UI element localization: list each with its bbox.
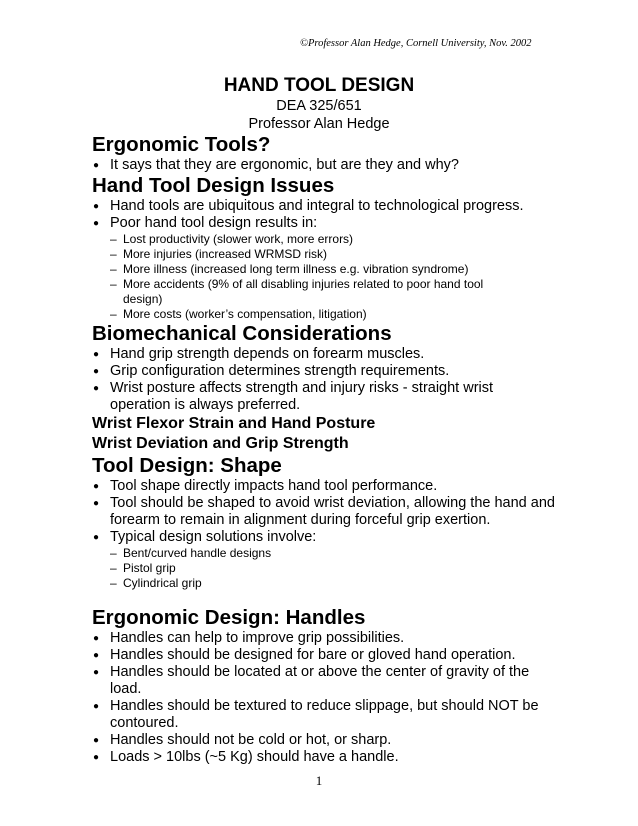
dash-icon: – [110, 576, 117, 590]
sub-list-item: – Lost productivity (slower work, more errors) [110, 232, 354, 246]
dash-icon: – [110, 247, 117, 261]
subheading-wrist-deviation: Wrist Deviation and Grip Strength [92, 435, 349, 452]
bullet-icon: ● [93, 366, 100, 377]
section-heading-hand-tool-issues: Hand Tool Design Issues [92, 174, 335, 197]
list-item: ● Grip configuration determines strength requirements. [93, 363, 450, 379]
list-item: ● Hand grip strength depends on forearm muscles. [93, 346, 425, 362]
dash-icon: – [110, 232, 117, 246]
sub-list-item: – Bent/curved handle designs [110, 546, 272, 560]
bullet-icon: ● [93, 735, 100, 746]
document-title: HAND TOOL DESIGN [223, 75, 415, 96]
bullet-list [92, 478, 562, 546]
bullet-icon: ● [93, 201, 100, 212]
section-heading-shape: Tool Design: Shape [92, 454, 282, 477]
bullet-list [92, 346, 562, 414]
bullet-icon: ● [93, 633, 100, 644]
bullet-list [92, 198, 562, 232]
sub-list-item: – Cylindrical grip [110, 576, 202, 590]
bullet-icon: ● [93, 481, 100, 492]
dash-icon: – [110, 307, 117, 321]
sub-list-item: – More injuries (increased WRMSD risk) [110, 247, 328, 261]
list-item: ● Handles should not be cold or hot, or sharp. [93, 732, 392, 748]
list-item: ● Typical design solutions involve: [93, 529, 317, 545]
bullet-icon: ● [93, 650, 100, 661]
list-item: ● Tool should be shaped to avoid wrist deviation, allowing the hand and forearm to remain in alignment during forceful grip exertion. [93, 495, 555, 528]
sub-list [92, 232, 562, 322]
professor-name: Professor Alan Hedge [248, 116, 390, 132]
bullet-icon: ● [93, 532, 100, 543]
dash-icon: – [110, 262, 117, 276]
list-item: ● Loads > 10lbs (~5 Kg) should have a handle. [93, 749, 399, 765]
list-item: ● Wrist posture affects strength and injury risks - straight wrist operation is always preferred. [93, 380, 494, 413]
list-item: ● Handles can help to improve grip possibilities. [93, 630, 405, 646]
bullet-icon: ● [93, 218, 100, 229]
list-item: ● It says that they are ergonomic, but are they and why? [93, 157, 459, 173]
sub-list-item: – More illness (increased long term illness e.g. vibration syndrome) [110, 262, 469, 276]
section-heading-biomechanical: Biomechanical Considerations [92, 322, 392, 345]
dash-icon: – [110, 561, 117, 575]
bullet-list [92, 157, 562, 174]
course-code: DEA 325/651 [276, 98, 362, 114]
bullet-icon: ● [93, 383, 100, 394]
page-number: 1 [315, 773, 323, 788]
spacer [92, 591, 562, 606]
bullet-icon: ● [93, 349, 100, 360]
bullet-icon: ● [93, 752, 100, 763]
list-item: ● Handles should be textured to reduce slippage, but should NOT be contoured. [93, 698, 539, 731]
section-heading-ergonomic-tools: Ergonomic Tools? [92, 133, 271, 156]
bullet-icon: ● [93, 160, 100, 171]
subheading-wrist-flexor: Wrist Flexor Strain and Hand Posture [92, 415, 376, 432]
list-item: ● Tool shape directly impacts hand tool performance. [93, 478, 438, 494]
sub-list-item: – More costs (worker’s compensation, litigation) [110, 307, 367, 321]
dash-icon: – [110, 277, 117, 291]
section-heading-handles: Ergonomic Design: Handles [92, 606, 366, 629]
bullet-icon: ● [93, 498, 100, 509]
sub-list-item: – Pistol grip [110, 561, 176, 575]
sub-list-item: – More accidents (9% of all disabling injuries related to poor hand tool design) [110, 277, 484, 306]
dash-icon: – [110, 546, 117, 560]
sub-list [92, 546, 562, 591]
list-item: ● Handles should be designed for bare or gloved hand operation. [93, 647, 516, 663]
list-item: ● Hand tools are ubiquitous and integral to technological progress. [93, 198, 524, 214]
bullet-icon: ● [93, 667, 100, 678]
copyright-notice: ©Professor Alan Hedge, Cornell University, Nov. 2002 [300, 38, 532, 49]
list-item: ● Poor hand tool design results in: [93, 215, 318, 231]
list-item: ● Handles should be located at or above the center of gravity of the load. [93, 664, 530, 697]
bullet-icon: ● [93, 701, 100, 712]
bullet-list [92, 630, 562, 766]
document-body [92, 133, 562, 766]
